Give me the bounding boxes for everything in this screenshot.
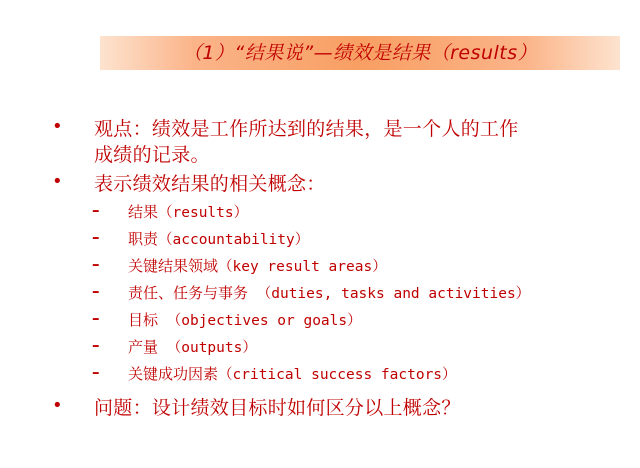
subitem-accountability [128, 228, 309, 249]
subitem-label-cn: 产量 [128, 338, 159, 356]
subitem-dash: – [92, 336, 100, 354]
bullet-concepts: 表示绩效结果的相关概念： [94, 173, 326, 195]
subitem-dash: – [92, 228, 100, 246]
subitem-objectives [128, 309, 362, 330]
subitem-label-cn: 职责 [128, 230, 159, 248]
subitem-label-cn: 结果 [128, 203, 159, 221]
subitem-critical-success-factors [128, 363, 457, 384]
subitem-key-result-areas [128, 255, 387, 276]
subitem-dash: – [92, 309, 100, 327]
bullet-viewpoint-line2: 成绩的记录。 [94, 144, 210, 166]
subitem-outputs [128, 336, 257, 357]
subitem-label-cn: 关键成功因素 [128, 365, 219, 383]
bullet-marker: • [52, 116, 63, 137]
subitem-label-en: （duties, tasks and activities） [248, 286, 531, 302]
slide-title: （1）“结果说”—绩效是结果（results） [182, 42, 538, 64]
subitem-label-cn: 关键结果领域 [128, 257, 219, 275]
subitem-label-cn: 目标 [128, 311, 159, 329]
subitem-results [128, 201, 248, 222]
bullet-question: 问题：设计绩效目标时如何区分以上概念？ [94, 397, 461, 419]
subitem-dash: – [92, 363, 100, 381]
subitem-duties-tasks [128, 282, 530, 303]
bullet-viewpoint-line1: 观点：绩效是工作所达到的结果，是一个人的工作 [94, 118, 519, 140]
bullet-marker: • [52, 395, 63, 416]
subitem-label-en: （key result areas） [218, 259, 387, 275]
subitem-label-en: （results） [158, 205, 249, 221]
subitem-label-en: （outputs） [158, 340, 257, 356]
subitem-dash: – [92, 255, 100, 273]
bullet-marker: • [52, 171, 63, 192]
subitem-label-cn: 责任、任务与事务 [128, 284, 249, 302]
subitem-label-en: （objectives or goals） [158, 313, 362, 329]
subitem-label-en: （critical success factors） [218, 367, 457, 383]
subitem-dash: – [92, 282, 100, 300]
subitem-dash: – [92, 201, 100, 219]
subitem-label-en: （accountability） [158, 232, 310, 248]
